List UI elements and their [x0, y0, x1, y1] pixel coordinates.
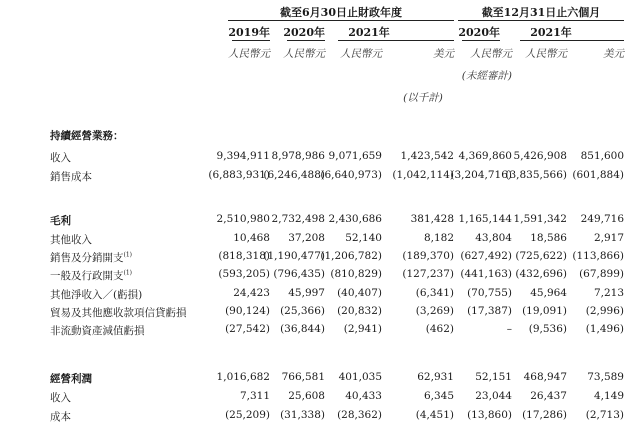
table-cell: (601,884)	[572, 169, 624, 181]
currency-header: 美元	[603, 48, 624, 60]
table-cell: 62,931	[417, 371, 454, 383]
table-cell: 52,140	[345, 232, 382, 244]
row-label: 持續經營業務：	[50, 130, 124, 142]
table-cell: 10,468	[233, 232, 270, 244]
table-cell: (31,338)	[280, 409, 325, 421]
table-cell: (725,622)	[515, 250, 567, 262]
table-cell: 26,437	[530, 390, 567, 402]
currency-header: 人民幣元	[525, 48, 567, 60]
table-cell: 766,581	[281, 371, 325, 383]
table-cell: (2,996)	[585, 305, 624, 317]
year-header-2020-fy: 2020年	[283, 26, 325, 39]
table-cell: (462)	[425, 323, 454, 335]
table-cell: 8,182	[423, 232, 454, 244]
table-cell: (67,899)	[579, 268, 624, 280]
row-label: 成本	[50, 411, 71, 423]
table-cell: (19,091)	[522, 305, 567, 317]
table-cell: (6,883,931)	[208, 169, 270, 181]
row-label: 經營利潤	[50, 373, 92, 385]
table-cell: 468,947	[523, 371, 567, 383]
table-cell: (36,844)	[280, 323, 325, 335]
currency-header: 人民幣元	[283, 48, 325, 60]
six-month-group-header: 截至12月31日止六個月	[481, 6, 601, 19]
table-cell: 1,423,542	[400, 150, 454, 162]
table-cell: 25,608	[288, 390, 325, 402]
table-cell: (1,206,782)	[320, 250, 382, 262]
table-cell: 9,071,659	[328, 150, 382, 162]
table-cell: 24,423	[233, 287, 270, 299]
currency-header: 人民幣元	[470, 48, 512, 60]
table-cell: 401,035	[338, 371, 382, 383]
table-cell: (441,163)	[460, 268, 512, 280]
table-cell: (17,286)	[522, 409, 567, 421]
table-cell: (25,366)	[280, 305, 325, 317]
table-cell: (40,407)	[337, 287, 382, 299]
year-rule	[232, 40, 270, 41]
table-cell: –	[506, 323, 512, 335]
table-cell: (20,832)	[337, 305, 382, 317]
table-cell: (627,492)	[460, 250, 512, 262]
year-rule	[338, 40, 454, 41]
table-cell: 4,369,860	[458, 150, 512, 162]
currency-header: 人民幣元	[340, 48, 382, 60]
table-cell: (810,829)	[330, 268, 382, 280]
unaudited-note: (未經審計)	[461, 70, 512, 82]
table-cell: 381,428	[410, 213, 454, 225]
row-label: 銷售成本	[50, 171, 92, 183]
table-cell: (17,387)	[467, 305, 512, 317]
table-cell: (127,237)	[402, 268, 454, 280]
table-cell: (1,190,477)	[263, 250, 325, 262]
unit-note: (以千計)	[403, 92, 443, 104]
table-cell: (6,341)	[415, 287, 454, 299]
table-cell: (13,860)	[467, 409, 512, 421]
table-cell: 2,917	[593, 232, 624, 244]
table-cell: (796,435)	[273, 268, 325, 280]
year-header-2019: 2019年	[228, 26, 270, 39]
year-rule	[520, 40, 624, 41]
table-cell: 1,165,144	[458, 213, 512, 225]
row-label: 毛利	[50, 215, 71, 227]
table-cell: 7,311	[239, 390, 270, 402]
table-cell: 18,586	[530, 232, 567, 244]
fiscal-year-group-header: 截至6月30日止財政年度	[280, 6, 402, 19]
table-cell: 43,804	[475, 232, 512, 244]
table-cell: 9,394,911	[216, 150, 270, 162]
table-cell: (113,866)	[572, 250, 624, 262]
table-cell: (3,204,716)	[450, 169, 512, 181]
year-rule	[462, 40, 500, 41]
row-label: 收入	[50, 152, 71, 164]
table-cell: (27,542)	[225, 323, 270, 335]
table-cell: 4,149	[593, 390, 624, 402]
table-cell: (2,941)	[343, 323, 382, 335]
table-cell: 23,044	[475, 390, 512, 402]
row-label: 一般及行政開支$^{(1)}$	[50, 269, 132, 282]
row-label: 其他淨收入／(虧損)	[50, 289, 143, 301]
table-cell: (9,536)	[528, 323, 567, 335]
table-cell: (90,124)	[225, 305, 270, 317]
table-cell: (2,713)	[585, 409, 624, 421]
year-header-2021-fy: 2021年	[348, 26, 390, 39]
table-cell: 73,589	[587, 371, 624, 383]
table-cell: (3,269)	[415, 305, 454, 317]
table-cell: (189,370)	[402, 250, 454, 262]
table-cell: (432,696)	[515, 268, 567, 280]
fiscal-year-group-rule	[228, 20, 454, 21]
currency-header: 人民幣元	[228, 48, 270, 60]
table-cell: 45,964	[530, 287, 567, 299]
six-month-group-rule	[458, 20, 624, 21]
row-label: 收入	[50, 392, 71, 404]
table-cell: 1,016,682	[216, 371, 270, 383]
table-cell: 1,591,342	[513, 213, 567, 225]
table-cell: (6,246,488)	[263, 169, 325, 181]
table-cell: (1,496)	[585, 323, 624, 335]
row-label: 銷售及分銷開支$^{(1)}$	[50, 251, 132, 264]
currency-header: 美元	[433, 48, 454, 60]
table-cell: 249,716	[580, 213, 624, 225]
table-cell: 40,433	[345, 390, 382, 402]
table-cell: 5,426,908	[513, 150, 567, 162]
table-cell: (70,755)	[467, 287, 512, 299]
footnote-marker: (1)	[123, 269, 132, 277]
table-cell: (4,451)	[415, 409, 454, 421]
table-cell: (818,318)	[218, 250, 270, 262]
table-cell: 6,345	[423, 390, 454, 402]
table-cell: (3,835,566)	[505, 169, 567, 181]
table-cell: (28,362)	[337, 409, 382, 421]
table-cell: 2,510,980	[216, 213, 270, 225]
year-rule	[287, 40, 325, 41]
table-cell: 851,600	[580, 150, 624, 162]
footnote-marker: (1)	[123, 251, 132, 259]
table-cell: 8,978,986	[271, 150, 325, 162]
table-cell: 2,430,686	[328, 213, 382, 225]
table-cell: (25,209)	[225, 409, 270, 421]
table-cell: 7,213	[593, 287, 624, 299]
table-cell: (6,640,973)	[320, 169, 382, 181]
row-label: 非流動資產減值虧損	[50, 325, 145, 337]
table-cell: 2,732,498	[271, 213, 325, 225]
table-cell: 37,208	[288, 232, 325, 244]
table-cell: 52,151	[475, 371, 512, 383]
year-header-2020-6m: 2020年	[458, 26, 500, 39]
row-label: 貿易及其他應收款項信貸虧損	[50, 307, 187, 319]
table-cell: (1,042,114)	[392, 169, 454, 181]
table-cell: (593,205)	[218, 268, 270, 280]
year-header-2021-6m: 2021年	[530, 26, 572, 39]
table-cell: 45,997	[288, 287, 325, 299]
row-label: 其他收入	[50, 234, 92, 246]
